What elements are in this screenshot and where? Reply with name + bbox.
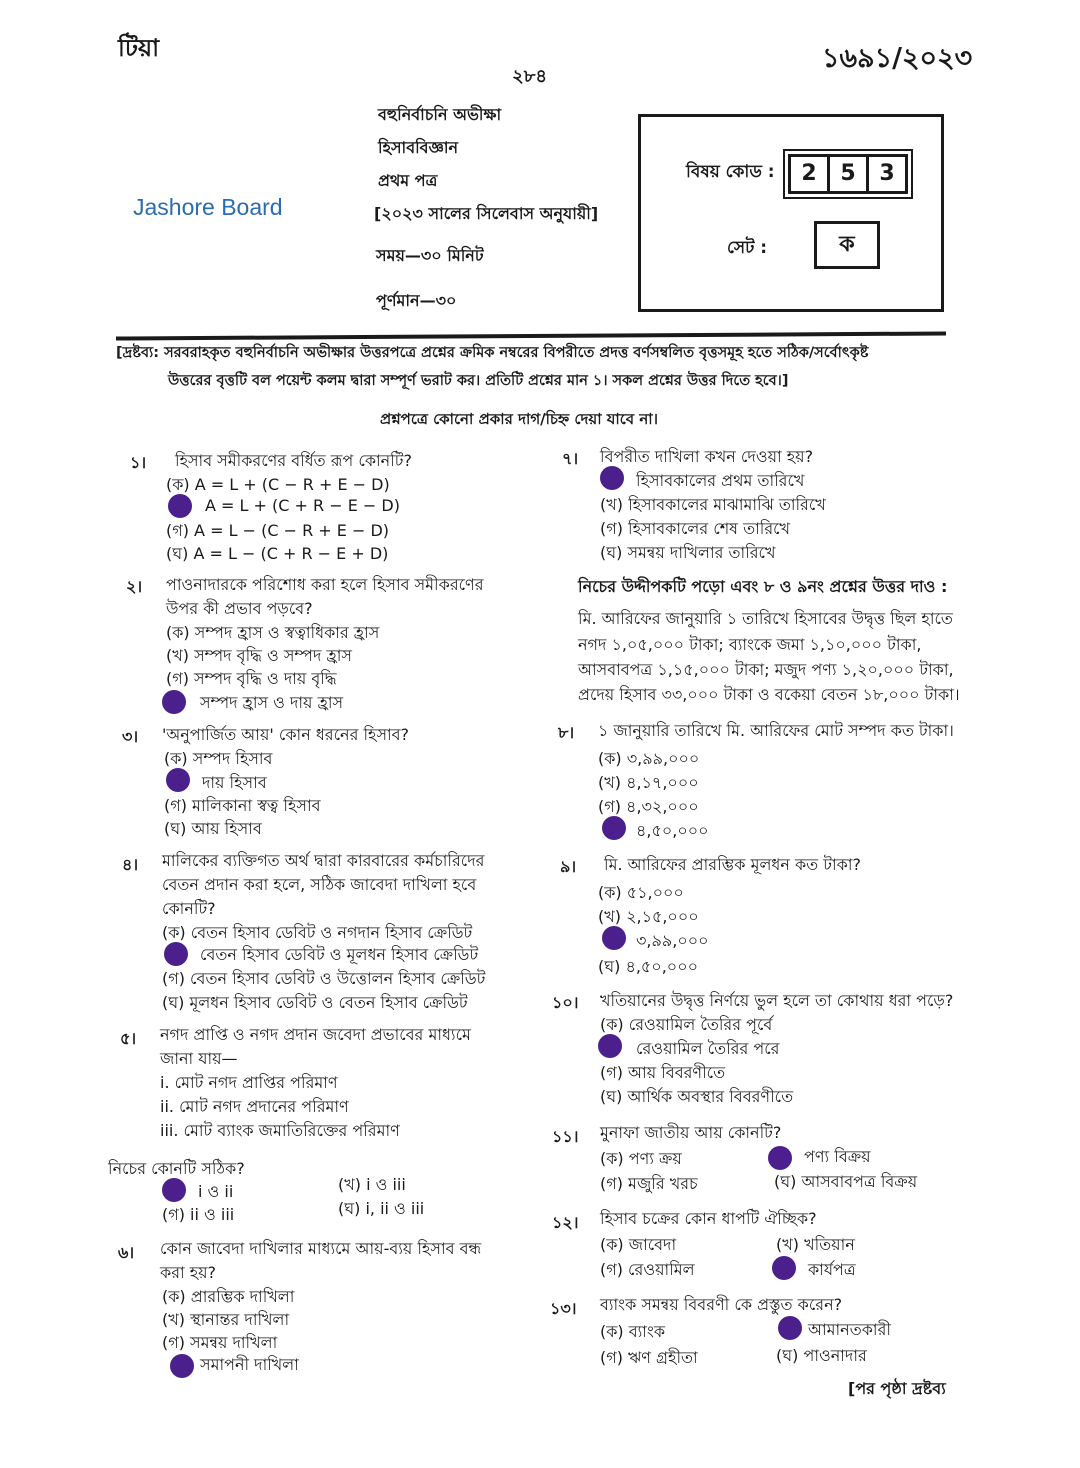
q6-option-d: সমাপনী দাখিলা [200,1355,299,1374]
q3-option-d: (ঘ) আয় হিসাব [164,819,262,838]
q13-text: ব্যাংক সমন্বয় বিবরণী কে প্রস্তুত করেন? [600,1295,843,1314]
q13-option-c: (গ) ঋণ গ্রহীতা [600,1348,698,1367]
q7-number: ৭। [562,449,579,468]
answer-mark [772,1256,796,1280]
subject-code-box [638,114,944,312]
q10-option-b: রেওয়ামিল তৈরির পরে [636,1039,780,1058]
q8-option-c: (গ) ৪,৩২,০০০ [598,797,699,816]
q6-number: ৬। [118,1243,135,1262]
instruction-line-1: [দ্রষ্টব্য: সরবরাহকৃত বহুনির্বাচনি অভীক্ষার উত্তরপত্রে প্রশ্নের ক্রমিক নম্বরের বিপরীতে প্রদত্ত বর্ণসম্বলিত বৃত্তসমূহ হতে সঠিক/সর্বোৎকৃষ্ট [116,345,869,361]
answer-mark [162,1178,186,1202]
q7-option-d: (ঘ) সমন্বয় দাখিলার তারিখে [600,543,776,562]
q10-option-c: (গ) আয় বিবরণীতে [600,1063,726,1082]
q12-option-c: (গ) রেওয়ামিল [600,1260,695,1279]
q4-text-line-3: কোনটি? [162,899,216,918]
q10-number: ১০। [552,993,579,1012]
q11-option-d: (ঘ) আসবাবপত্র বিক্রয় [774,1172,918,1191]
answer-mark [162,690,186,714]
q13-option-a: (ক) ব্যাংক [600,1322,666,1341]
q3-option-b: দায় হিসাব [202,773,267,792]
q10-option-d: (ঘ) আর্থিক অবস্থার বিবরণীতে [600,1087,794,1106]
q6-option-a: (ক) প্রারম্ভিক দাখিলা [162,1287,295,1306]
set-label: সেট : [727,238,768,258]
answer-mark [778,1316,802,1340]
q11-option-c: (গ) মজুরি খরচ [600,1174,698,1193]
q1-option-d: (ঘ) A = L − (C + R − E + D) [166,544,389,563]
q1-option-c: (গ) A = L − (C − R + E − D) [166,521,390,540]
q11-text: মুনাফা জাতীয় আয় কোনটি? [600,1123,782,1142]
answer-mark [598,1034,622,1058]
q7-option-a: হিসাবকালের প্রথম তারিখে [636,471,805,490]
q4-option-d: (ঘ) মূলধন হিসাব ডেবিট ও বেতন হিসাব ক্রেডিট [162,993,468,1012]
paper: প্রথম পত্র [378,171,438,190]
answer-mark [168,494,192,518]
q2-number: ২। [126,577,143,596]
stimulus-line-1: মি. আরিফের জানুয়ারি ১ তারিখে হিসাবের উদ্বৃত্ত ছিল হাতে [578,609,953,628]
q8-text: ১ জানুয়ারি তারিখে মি. আরিফের মোট সম্পদ কত টাকা। [598,721,954,740]
q7-option-c: (গ) হিসাবকালের শেষ তারিখে [600,519,791,538]
answer-mark [166,768,190,792]
q2-text-line-2: উপর কী প্রভাব পড়বে? [166,599,313,618]
q5-option-c: (গ) ii ও iii [162,1205,235,1224]
q5-which-correct: নিচের কোনটি সঠিক? [108,1159,245,1178]
full-marks: পূর্ণমান—৩০ [376,291,457,310]
answer-mark [602,816,626,840]
q8-option-b: (খ) ৪,১৭,০০০ [598,773,699,792]
q9-option-d: (ঘ) ৪,৫০,০০০ [598,957,699,976]
exam-type: বহুনির্বাচনি অভীক্ষা [378,105,502,124]
q11-number: ১১। [552,1127,579,1146]
q4-option-a: (ক) বেতন হিসাব ডেবিট ও নগদান হিসাব ক্রেডিট [162,923,473,942]
q9-option-c: ৩,৯৯,০০০ [636,931,709,950]
q9-number: ৯। [560,857,577,876]
q2-option-d: সম্পদ হ্রাস ও দায় হ্রাস [200,693,344,712]
q6-option-c: (গ) সমন্বয় দাখিলা [162,1333,278,1352]
q12-number: ১২। [552,1213,579,1232]
subject: হিসাববিজ্ঞান [378,138,459,157]
q4-text-line-2: বেতন প্রদান করা হলে, সঠিক জাবেদা দাখিলা হবে [162,875,477,894]
q5-option-d: (ঘ) i, ii ও iii [338,1199,425,1218]
top-left-note: টিয়া [118,33,160,62]
q1-option-a: (ক) A = L + (C − R + E − D) [166,475,390,494]
q13-option-d: (ঘ) পাওনাদার [776,1346,867,1365]
subject-code-digits [783,149,913,199]
q6-option-b: (খ) স্থানান্তর দাখিলা [162,1310,290,1329]
instruction-line-2: উত্তরের বৃত্তটি বল পয়েন্ট কলম দ্বারা সম্পূর্ণ ভরাট কর। প্রতিটি প্রশ্নের মান ১। সকল প্রশ্নের উত্তর দিতে হবে।] [168,373,789,389]
q8-number: ৮। [558,723,575,742]
q5-option-b: (খ) i ও iii [338,1175,406,1194]
q5-statement-ii: ii. মোট নগদ প্রদানের পরিমাণ [160,1097,349,1116]
q3-text: 'অনুপার্জিত আয়' কোন ধরনের হিসাব? [162,725,410,744]
q2-option-b: (খ) সম্পদ বৃদ্ধি ও সম্পদ হ্রাস [166,646,352,665]
q4-number: ৪। [122,855,139,874]
q13-option-b: আমানতকারী [808,1320,891,1339]
board-label: Jashore Board [133,194,283,220]
time-allowed: সময়—৩০ মিনিট [376,246,484,265]
q9-text: মি. আরিফের প্রারম্ভিক মূলধন কত টাকা? [604,855,861,874]
q13-number: ১৩। [550,1299,577,1318]
q4-option-b: বেতন হিসাব ডেবিট ও মূলধন হিসাব ক্রেডিট [200,945,479,964]
code-digit: 5 [827,154,869,194]
page-number: ২৮৪ [512,66,548,87]
q5-number: ৫। [120,1029,137,1048]
q3-option-a: (ক) সম্পদ হিসাব [164,749,273,768]
stimulus-line-3: আসবাবপত্র ১,১৫,০০০ টাকা; মজুদ পণ্য ১,২০,০০০ টাকা, [578,660,954,679]
q3-number: ৩। [122,727,139,746]
stimulus-line-2: নগদ ১,০৫,০০০ টাকা; ব্যাংকে জমা ১,১০,০০০ টাকা, [578,635,922,654]
q12-option-d: কার্যপত্র [808,1260,856,1279]
q12-option-a: (ক) জাবেদা [600,1235,677,1254]
next-page-note: [পর পৃষ্ঠা দ্রষ্টব্য [848,1379,946,1398]
q5-statement-iii: iii. মোট ব্যাংক জমাতিরিক্তের পরিমাণ [160,1121,400,1140]
q9-option-b: (খ) ২,১৫,০০০ [598,907,699,926]
q8-option-a: (ক) ৩,৯৯,০০০ [598,749,700,768]
q3-option-c: (গ) মালিকানা স্বত্ব হিসাব [164,796,321,815]
q1-option-b: A = L + (C + R − E − D) [205,496,400,515]
q10-text: খতিয়ানের উদ্বৃত্ত নির্ণয়ে ভুল হলে তা কোথায় ধরা পড়ে? [600,991,954,1010]
q2-option-c: (গ) সম্পদ বৃদ্ধি ও দায় বৃদ্ধি [166,669,337,688]
q12-option-b: (খ) খতিয়ান [776,1235,855,1254]
stimulus-line-4: প্রদেয় হিসাব ৩৩,০০০ টাকা ও বকেয়া বেতন ১৮,০০০ টাকা। [578,685,960,704]
q1-number: ১। [130,453,147,472]
q2-option-a: (ক) সম্পদ হ্রাস ও স্বত্বাধিকার হ্রাস [166,623,380,642]
answer-mark [164,942,188,966]
q5-statement-i: i. মোট নগদ প্রাপ্তির পরিমাণ [160,1073,338,1092]
answer-mark [170,1354,194,1378]
q1-text: হিসাব সমীকরণের বর্ধিত রূপ কোনটি? [175,451,413,470]
syllabus-note: [২০২৩ সালের সিলেবাস অনুযায়ী] [374,204,599,223]
instruction-line-3: প্রশ্নপত্রে কোনো প্রকার দাগ/চিহ্ন দেয়া যাবে না। [380,410,659,428]
set-value: ক [814,221,880,269]
subject-code-label: বিষয় কোড : [686,162,775,182]
q11-option-b: পণ্য বিক্রয় [804,1147,871,1166]
q4-text-line-1: মালিকের ব্যক্তিগত অর্থ দ্বারা কারবারের কর্মচারিদের [162,851,485,870]
q5-text-line-1: নগদ প্রাপ্তি ও নগদ প্রদান জবেদা প্রভাবের মাধ্যমে [160,1025,471,1044]
q7-text: বিপরীত দাখিলা কখন দেওয়া হয়? [600,447,814,466]
answer-mark [600,466,624,490]
q6-text-line-2: করা হয়? [160,1263,217,1282]
header-divider [116,331,946,340]
code-digit: 2 [788,154,830,194]
stimulus-intro: নিচের উদ্দীপকটি পড়ো এবং ৮ ও ৯নং প্রশ্নের উত্তর দাও : [578,577,948,596]
q9-option-a: (ক) ৫১,০০০ [598,883,684,902]
q5-text-line-2: জানা যায়— [160,1049,238,1068]
q10-option-a: (ক) রেওয়ামিল তৈরির পূর্বে [600,1015,773,1034]
q6-text-line-1: কোন জাবেদা দাখিলার মাধ্যমে আয়-ব্যয় হিসাব বন্ধ [160,1239,482,1258]
answer-mark [602,926,626,950]
answer-mark [768,1146,792,1170]
q7-option-b: (খ) হিসাবকালের মাঝামাঝি তারিখে [600,495,826,514]
q11-option-a: (ক) পণ্য ক্রয় [600,1149,682,1168]
q12-text: হিসাব চক্রের কোন ধাপটি ঐচ্ছিক? [600,1209,817,1228]
q5-option-a: i ও ii [198,1182,234,1201]
q2-text-line-1: পাওনাদারকে পরিশোধ করা হলে হিসাব সমীকরণের [166,575,484,594]
q8-option-d: ৪,৫০,০০০ [636,821,709,840]
q4-option-c: (গ) বেতন হিসাব ডেবিট ও উত্তোলন হিসাব ক্রেডিট [162,969,486,988]
code-digit: 3 [866,154,908,194]
exam-code: ১৬৯১/২০২৩ [822,43,973,74]
